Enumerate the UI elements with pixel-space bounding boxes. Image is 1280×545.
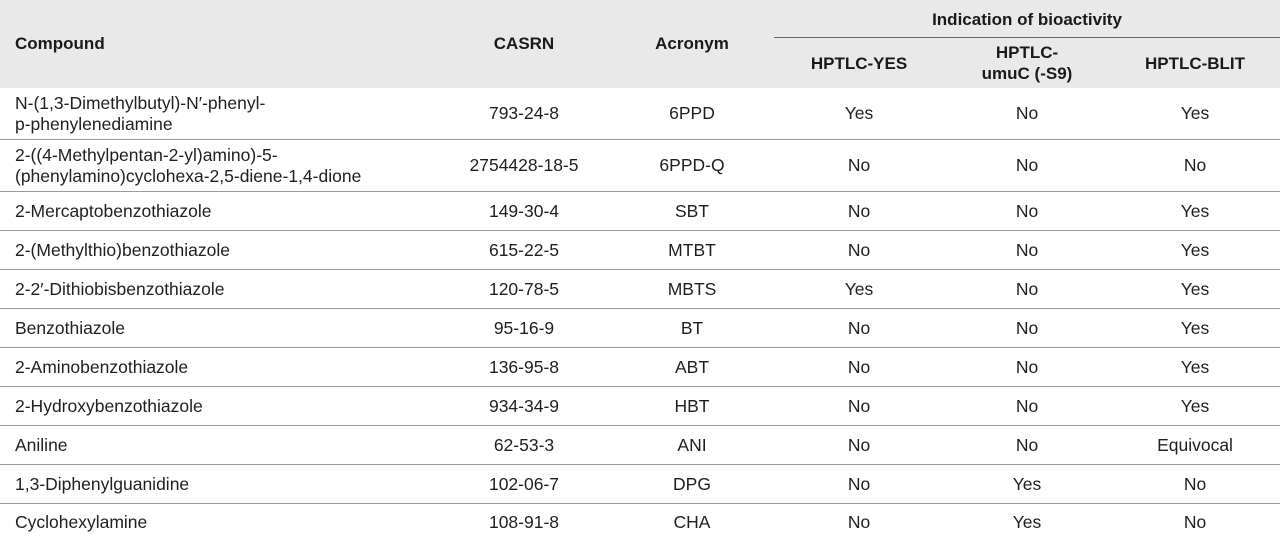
casrn-cell: 615-22-5	[438, 231, 610, 270]
casrn-cell: 793-24-8	[438, 88, 610, 140]
acronym-cell: 6PPD-Q	[610, 140, 774, 192]
compound-name-line1: 2-((4-Methylpentan-2-yl)amino)-5-	[15, 144, 278, 165]
header-hptlc-umuc	[944, 38, 1110, 89]
compound-cell: 2-2′-Dithiobisbenzothiazole	[0, 270, 438, 309]
hptlc-yes-cell: No	[774, 465, 944, 504]
casrn-cell: 136-95-8	[438, 348, 610, 387]
table-row	[0, 231, 1280, 270]
hptlc-yes-cell: No	[774, 387, 944, 426]
hptlc-yes-cell: No	[774, 231, 944, 270]
compound-name-line2: p-phenylenediamine	[15, 113, 173, 134]
hptlc-yes-cell: No	[847, 512, 871, 532]
header-acronym: Acronym	[610, 0, 774, 88]
hptlc-umuc-cell: No	[944, 309, 1110, 348]
acronym-cell: DPG	[610, 465, 774, 504]
table-row	[0, 426, 1280, 465]
hptlc-yes-cell: No	[774, 140, 944, 192]
casrn-cell: 2754428-18-5	[438, 140, 610, 192]
table-row	[0, 192, 1280, 231]
compound-cell: Cyclohexylamine	[15, 512, 148, 532]
hptlc-blit-cell: Yes	[1110, 387, 1280, 426]
table-row	[0, 387, 1280, 426]
table-row	[0, 348, 1280, 387]
compound-cell: 1,3-Diphenylguanidine	[0, 465, 438, 504]
hptlc-blit-cell: Yes	[1110, 192, 1280, 231]
hptlc-blit-cell: Yes	[1110, 88, 1280, 140]
hptlc-yes-cell: No	[774, 192, 944, 231]
casrn-cell: 95-16-9	[438, 309, 610, 348]
casrn-cell: 102-06-7	[438, 465, 610, 504]
hptlc-blit-cell: No	[1110, 140, 1280, 192]
acronym-cell: SBT	[610, 192, 774, 231]
hptlc-umuc-cell: Yes	[1012, 512, 1042, 532]
hptlc-umuc-cell: No	[944, 348, 1110, 387]
header-compound: Compound	[0, 0, 438, 88]
table-row	[0, 504, 1280, 542]
hptlc-blit-cell: Equivocal	[1110, 426, 1280, 465]
hptlc-blit-cell: Yes	[1110, 231, 1280, 270]
hptlc-yes-cell: No	[774, 348, 944, 387]
acronym-cell: 6PPD	[610, 88, 774, 140]
hptlc-yes-cell: Yes	[774, 88, 944, 140]
hptlc-umuc-cell: No	[944, 88, 1110, 140]
header-casrn: CASRN	[438, 0, 610, 88]
hptlc-umuc-cell: No	[944, 426, 1110, 465]
compound-cell: Benzothiazole	[0, 309, 438, 348]
hptlc-umuc-cell: No	[944, 140, 1110, 192]
acronym-cell: ANI	[610, 426, 774, 465]
hptlc-blit-cell: No	[1183, 512, 1207, 532]
acronym-cell: HBT	[610, 387, 774, 426]
acronym-cell: BT	[610, 309, 774, 348]
table-row	[0, 270, 1280, 309]
header-umuc-line1: HPTLC-	[995, 43, 1059, 62]
compound-name-line2: (phenylamino)cyclohexa-2,5-diene-1,4-dione	[15, 165, 362, 186]
casrn-cell: 149-30-4	[438, 192, 610, 231]
hptlc-umuc-cell: No	[944, 231, 1110, 270]
table-row	[0, 309, 1280, 348]
hptlc-umuc-cell: No	[944, 192, 1110, 231]
header-hptlc-yes: HPTLC-YES	[774, 38, 944, 89]
table-row	[0, 88, 1280, 140]
header-umuc-line2: umuC (-S9)	[981, 64, 1073, 83]
acronym-cell: ABT	[610, 348, 774, 387]
header-indication-group: Indication of bioactivity	[774, 0, 1280, 38]
compound-cell: 2-Mercaptobenzothiazole	[0, 192, 438, 231]
compound-cell: 2-Aminobenzothiazole	[0, 348, 438, 387]
compound-cell: 2-Hydroxybenzothiazole	[0, 387, 438, 426]
casrn-cell: 62-53-3	[438, 426, 610, 465]
hptlc-yes-cell: No	[774, 309, 944, 348]
table-row	[0, 140, 1280, 192]
hptlc-yes-cell: No	[774, 426, 944, 465]
hptlc-umuc-cell: No	[944, 270, 1110, 309]
hptlc-umuc-cell: Yes	[944, 465, 1110, 504]
hptlc-blit-cell: Yes	[1110, 309, 1280, 348]
table-body	[0, 88, 1280, 541]
hptlc-blit-cell: No	[1110, 465, 1280, 504]
acronym-cell: MTBT	[610, 231, 774, 270]
hptlc-blit-cell: Yes	[1110, 270, 1280, 309]
casrn-cell: 120-78-5	[438, 270, 610, 309]
hptlc-blit-cell: Yes	[1110, 348, 1280, 387]
acronym-cell: MBTS	[610, 270, 774, 309]
acronym-cell: CHA	[673, 512, 711, 532]
table-header	[0, 0, 1280, 88]
compound-cell	[0, 88, 438, 140]
table-row	[0, 465, 1280, 504]
hptlc-yes-cell: Yes	[774, 270, 944, 309]
compound-cell	[0, 140, 438, 192]
hptlc-umuc-cell: No	[944, 387, 1110, 426]
casrn-cell: 934-34-9	[438, 387, 610, 426]
casrn-cell: 108-91-8	[488, 512, 560, 532]
compound-cell: 2-(Methylthio)benzothiazole	[0, 231, 438, 270]
compound-cell: Aniline	[0, 426, 438, 465]
header-hptlc-blit: HPTLC-BLIT	[1110, 38, 1280, 89]
compound-name-line1: N-(1,3-Dimethylbutyl)-N′-phenyl-	[15, 92, 266, 113]
